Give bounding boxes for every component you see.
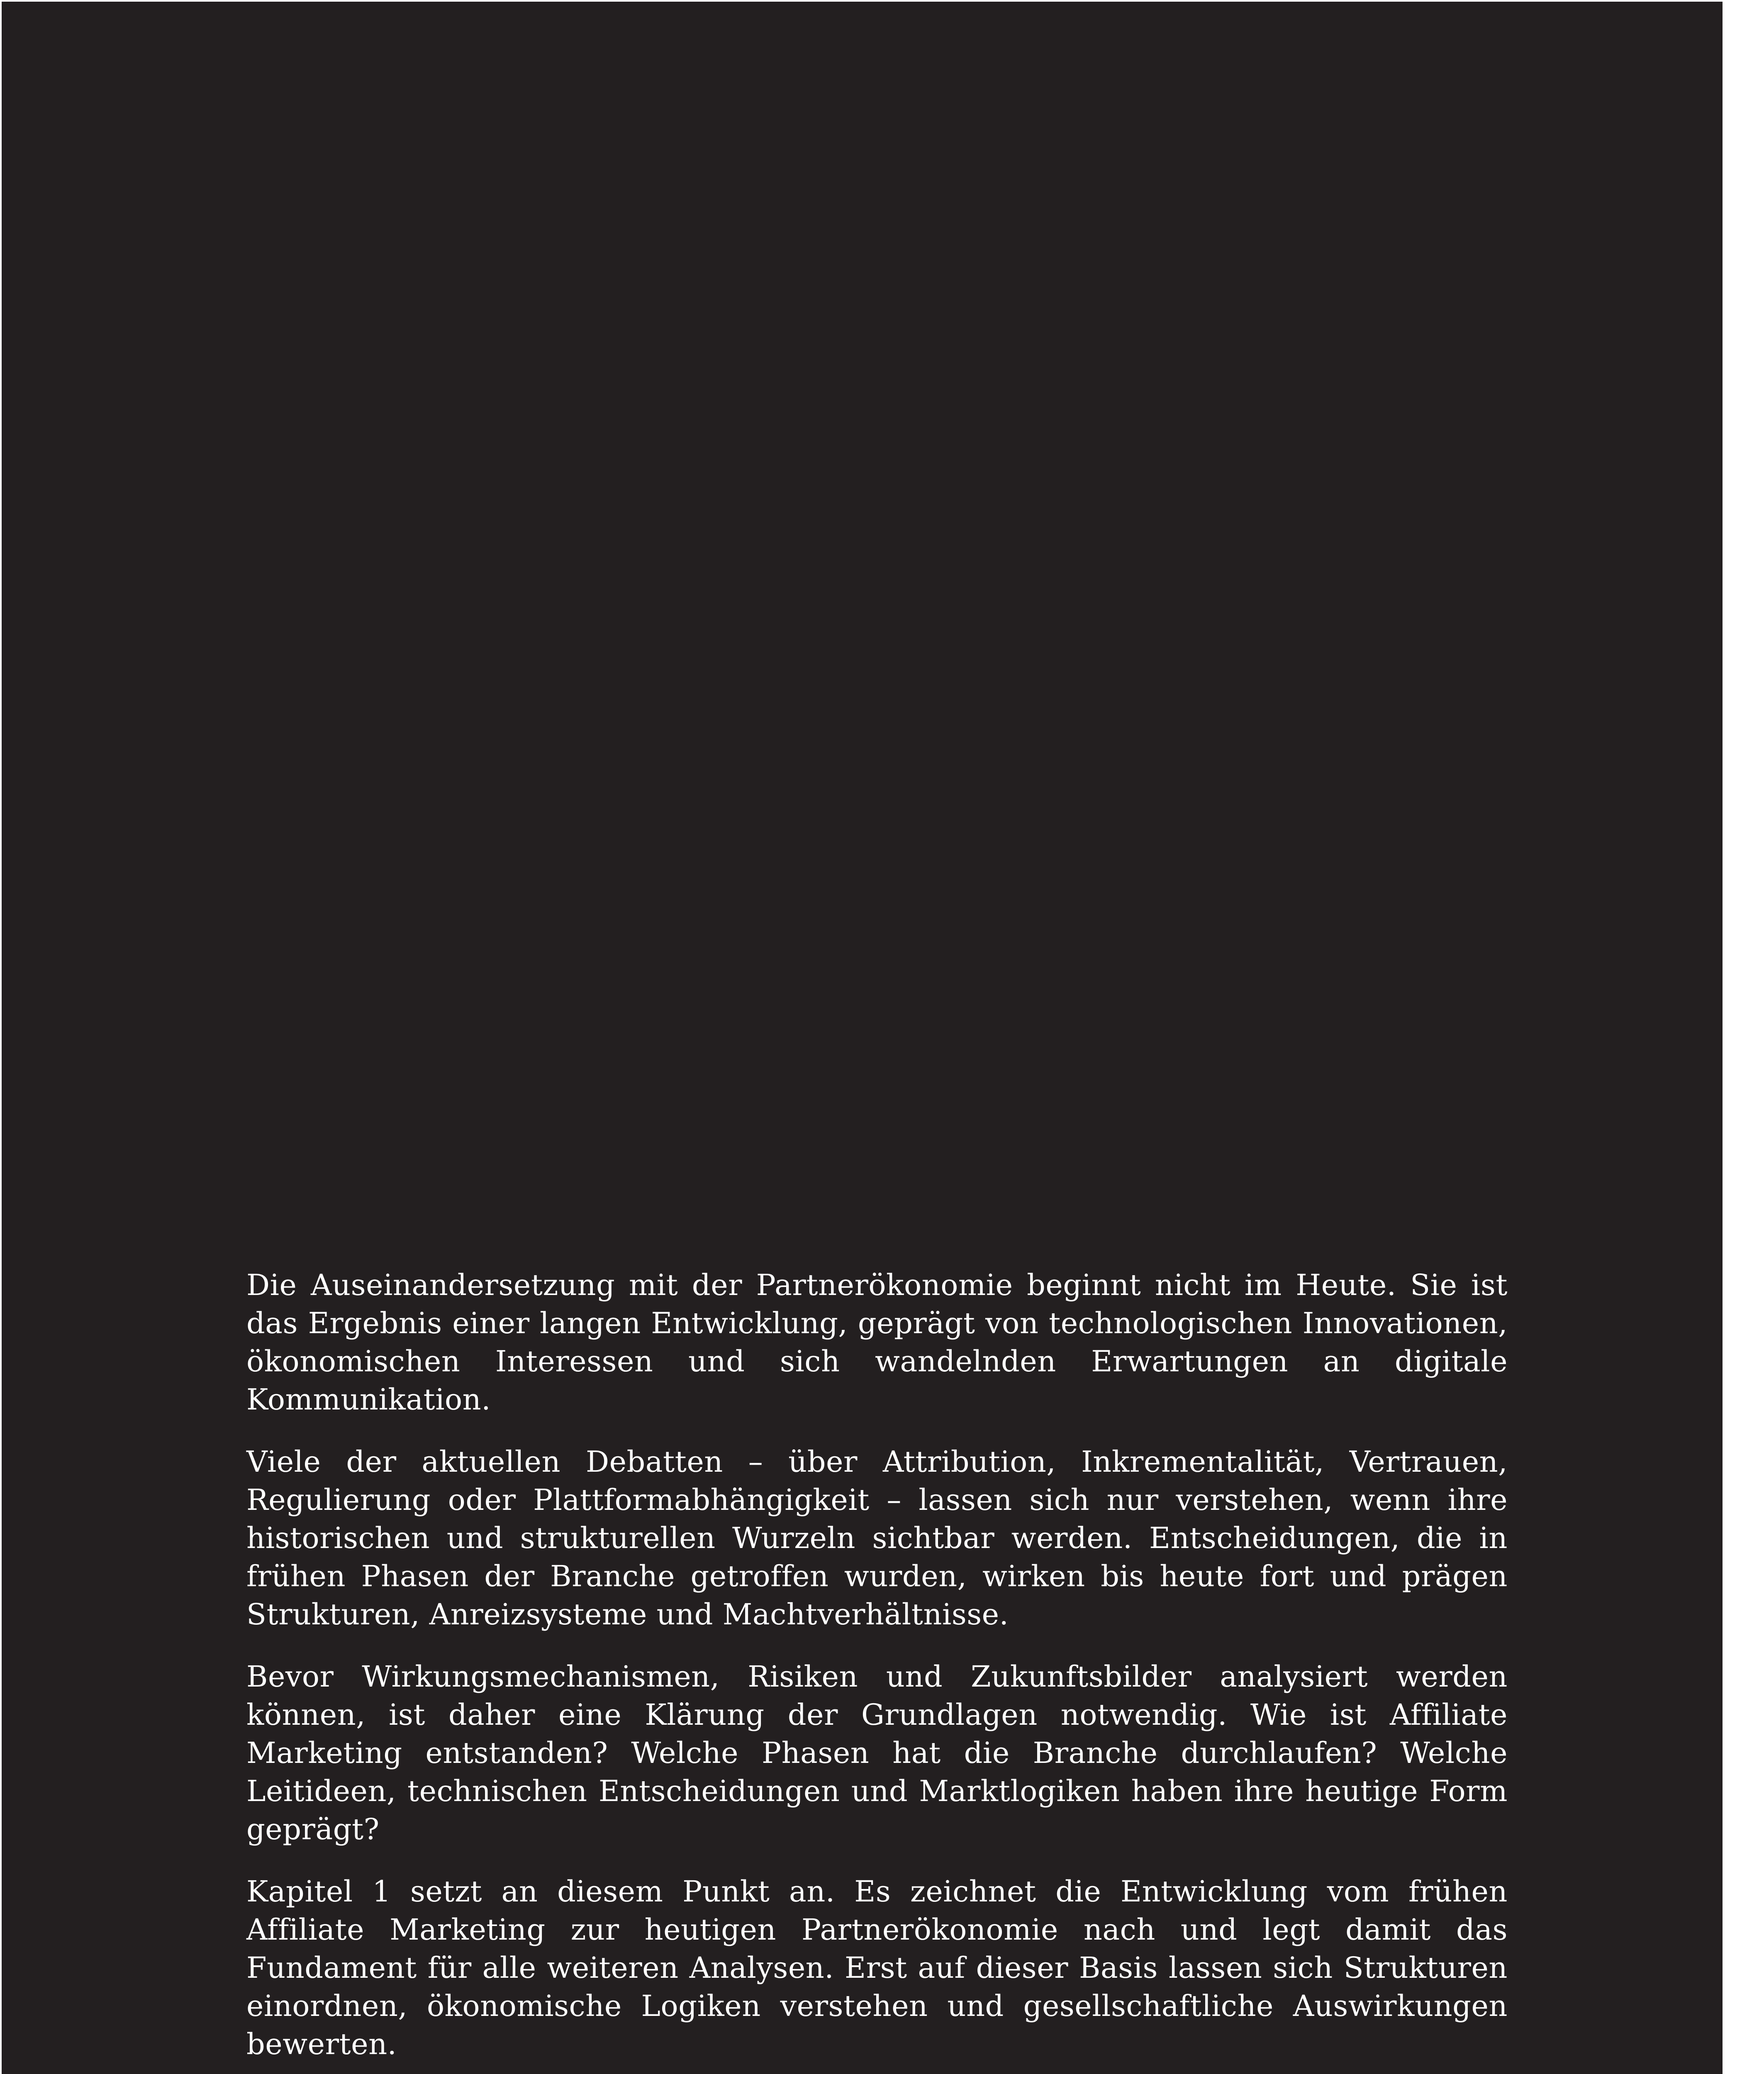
intro-paragraph-3: Bevor Wirkungsmechanismen, Risiken und Zukunftsbilder analysiert werden können, ist daher eine Klärung der Grundlagen notwendig. Wie ist Affiliate Marketing entstanden? Welche Phasen hat die Branche durchlaufen? Welche Leitideen, technischen Entscheidungen und Marktlogiken haben ihre heutige Form geprägt? [246, 1660, 1508, 1846]
intro-paragraph-2: Viele der aktuellen Debatten – über Attribution, Inkrementalität, Vertrauen, Regulierung oder Plattformabhängigkeit – lassen sich nur verstehen, wenn ihre historischen und strukturellen Wurzeln sichtbar werden. Entscheidungen, die in frühen Phasen der Branche getroffen wurden, wirken bis heute fort und prägen Strukturen, Anreizsysteme und Machtverhältnisse. [246, 1445, 1508, 1631]
intro-paragraph-1: Die Auseinandersetzung mit der Partnerökonomie beginnt nicht im Heute. Sie ist das Ergebnis einer langen Entwicklung, geprägt von technologischen Innovationen, ökonomischen Interessen und sich wandelnden Erwartungen an digitale Kommunikation. [246, 1268, 1508, 1417]
chapter-intro-text [246, 1266, 1508, 2063]
intro-paragraph-4: Kapitel 1 setzt an diesem Punkt an. Es zeichnet die Entwicklung vom frühen Affiliate Marketing zur heutigen Partnerökonomie nach und legt damit das Fundament für alle weiteren Analysen. Erst auf dieser Basis lassen sich Strukturen einordnen, ökonomische Logiken verstehen und gesellschaftliche Auswirkungen bewerten. [246, 1874, 1508, 2061]
